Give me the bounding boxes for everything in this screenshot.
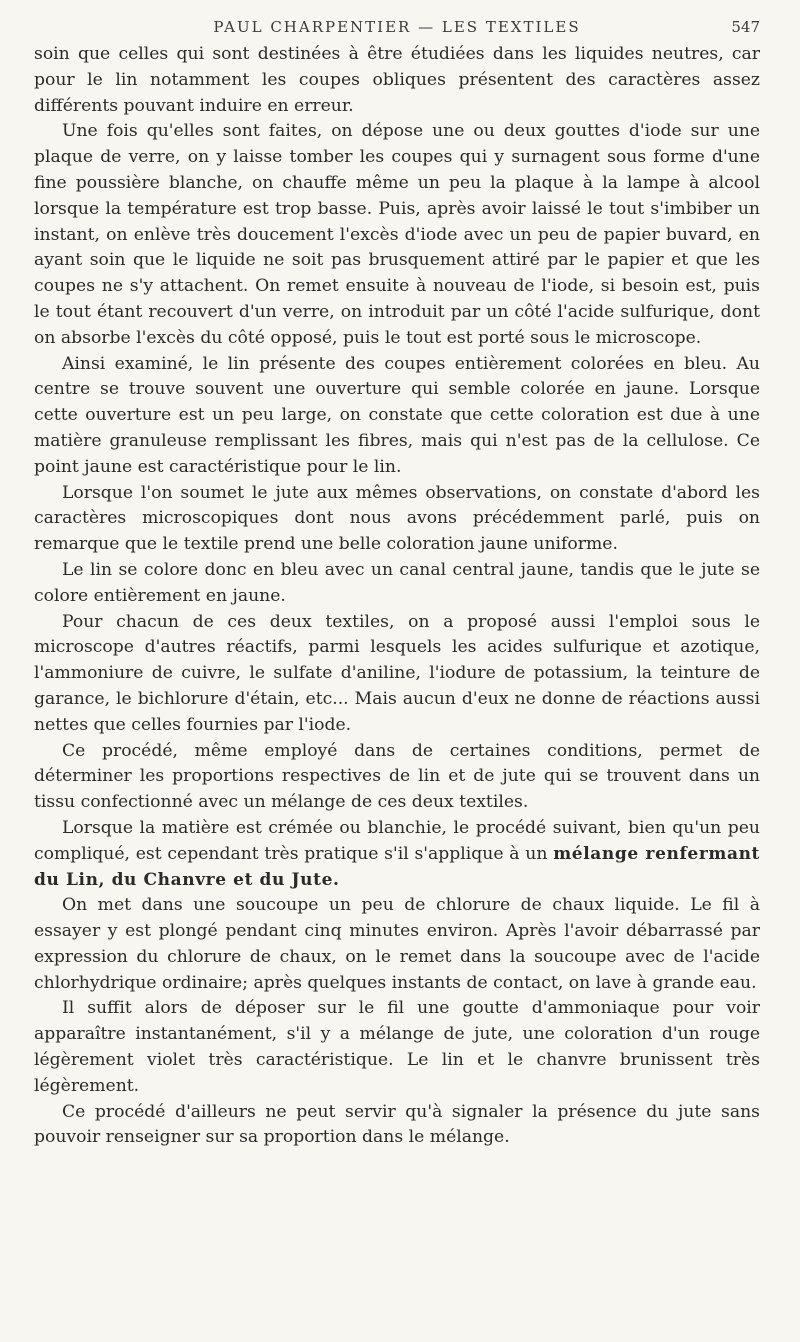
paragraph-conclusion: Ce procédé d'ailleurs ne peut servir qu'à signaler la présence du jute sans pouvoir renseigner sur sa proportion dans le mélange. (34, 1101, 760, 1148)
body-text (34, 42, 760, 1151)
paragraph-proportions: Ce procédé, même employé dans de certaines conditions, permet de déterminer les proportions respectives de lin et de jute qui se trouvent dans un tissu confectionné avec un mélange de ces deux textiles. (34, 740, 760, 813)
paragraph-lin-observation: Ainsi examiné, le lin présente des coupes entièrement colorées en bleu. Au centre se trouve souvent une ouverture qui semble colorée en jaune. Lorsque cette ouverture est un peu large, on constate que cette coloration est due à une matière granuleuse remplissant les fibres, mais qui n'est pas de la cellulose. Ce point jaune est caractéristique pour le lin. (34, 353, 760, 477)
paragraph-other-reagents: Pour chacun de ces deux textiles, on a proposé aussi l'emploi sous le microscope d'autres réactifs, parmi lesquels les acides sulfurique et azotique, l'ammoniure de cuivre, le sulfate d'aniline, l'iodure de potassium, la teinture de garance, le bichlorure d'étain, etc... Mais aucun d'eux ne donne de réactions aussi nettes que celles fournies par l'iode. (34, 611, 760, 735)
page-number: 547 (731, 18, 760, 36)
paragraph-chlorure-procedure: On met dans une soucoupe un peu de chlorure de chaux liquide. Le fil à essayer y est plongé pendant cinq minutes environ. Après l'avoir débarrassé par expression du chlorure de chaux, on le remet dans la soucoupe avec de l'acide chlorhydrique ordinaire; après quelques instants de contact, on lave à grande eau. (34, 895, 760, 993)
running-head (34, 16, 760, 42)
mixture-bold-heading: mélange renfermant du Lin, du Chanvre et du Jute. (34, 843, 760, 890)
paragraph-summary-colors: Le lin se colore donc en bleu avec un canal central jaune, tandis que le jute se colore entièrement en jaune. (34, 559, 760, 606)
paragraph-ammonia-test: Il suffit alors de déposer sur le fil une goutte d'ammoniaque pour voir apparaître instantanément, s'il y a mélange de jute, une coloration d'un rouge légèrement violet très caractéristique. Le lin et le chanvre brunissent très légèrement. (34, 998, 760, 1096)
running-title: PAUL CHARPENTIER — LES TEXTILES (213, 18, 581, 36)
paragraph-jute-observation: Lorsque l'on soumet le jute aux mêmes observations, on constate d'abord les caractères microscopiques dont nous avons précédemment parlé, puis on remarque que le textile prend une belle coloration jaune uniforme. (34, 482, 760, 555)
paragraph-iodine-preparation: Une fois qu'elles sont faites, on dépose une ou deux gouttes d'iode sur une plaque de verre, on y laisse tomber les coupes qui y surnagent sous forme d'une fine poussière blanche, on chauffe même un peu la plaque à la lampe à alcool lorsque la température est trop basse. Puis, après avoir laissé le tout s'imbiber un instant, on enlève très doucement l'excès d'iode avec un peu de papier buvard, en ayant soin que le liquide ne soit pas brusquement attiré par le papier et que les coupes ne s'y attachent. On remet ensuite à nouveau de l'iode, si besoin est, puis le tout étant recouvert d'un verre, on introduit par un côté l'acide sulfurique, dont on absorbe l'excès du côté opposé, puis le tout est porté sous le microscope. (34, 121, 760, 348)
paragraph-mixture-method (34, 816, 760, 893)
paragraph-continued: soin que celles qui sont destinées à être étudiées dans les liquides neutres, car pour le lin notamment les coupes obliques présentent des caractères assez différents pouvant induire en erreur. (34, 44, 760, 116)
mixture-lead-text: Lorsque la matière est crémée ou blanchie, le procédé suivant, bien qu'un peu compliqué, est cependant très pratique s'il s'applique à un (34, 817, 760, 864)
